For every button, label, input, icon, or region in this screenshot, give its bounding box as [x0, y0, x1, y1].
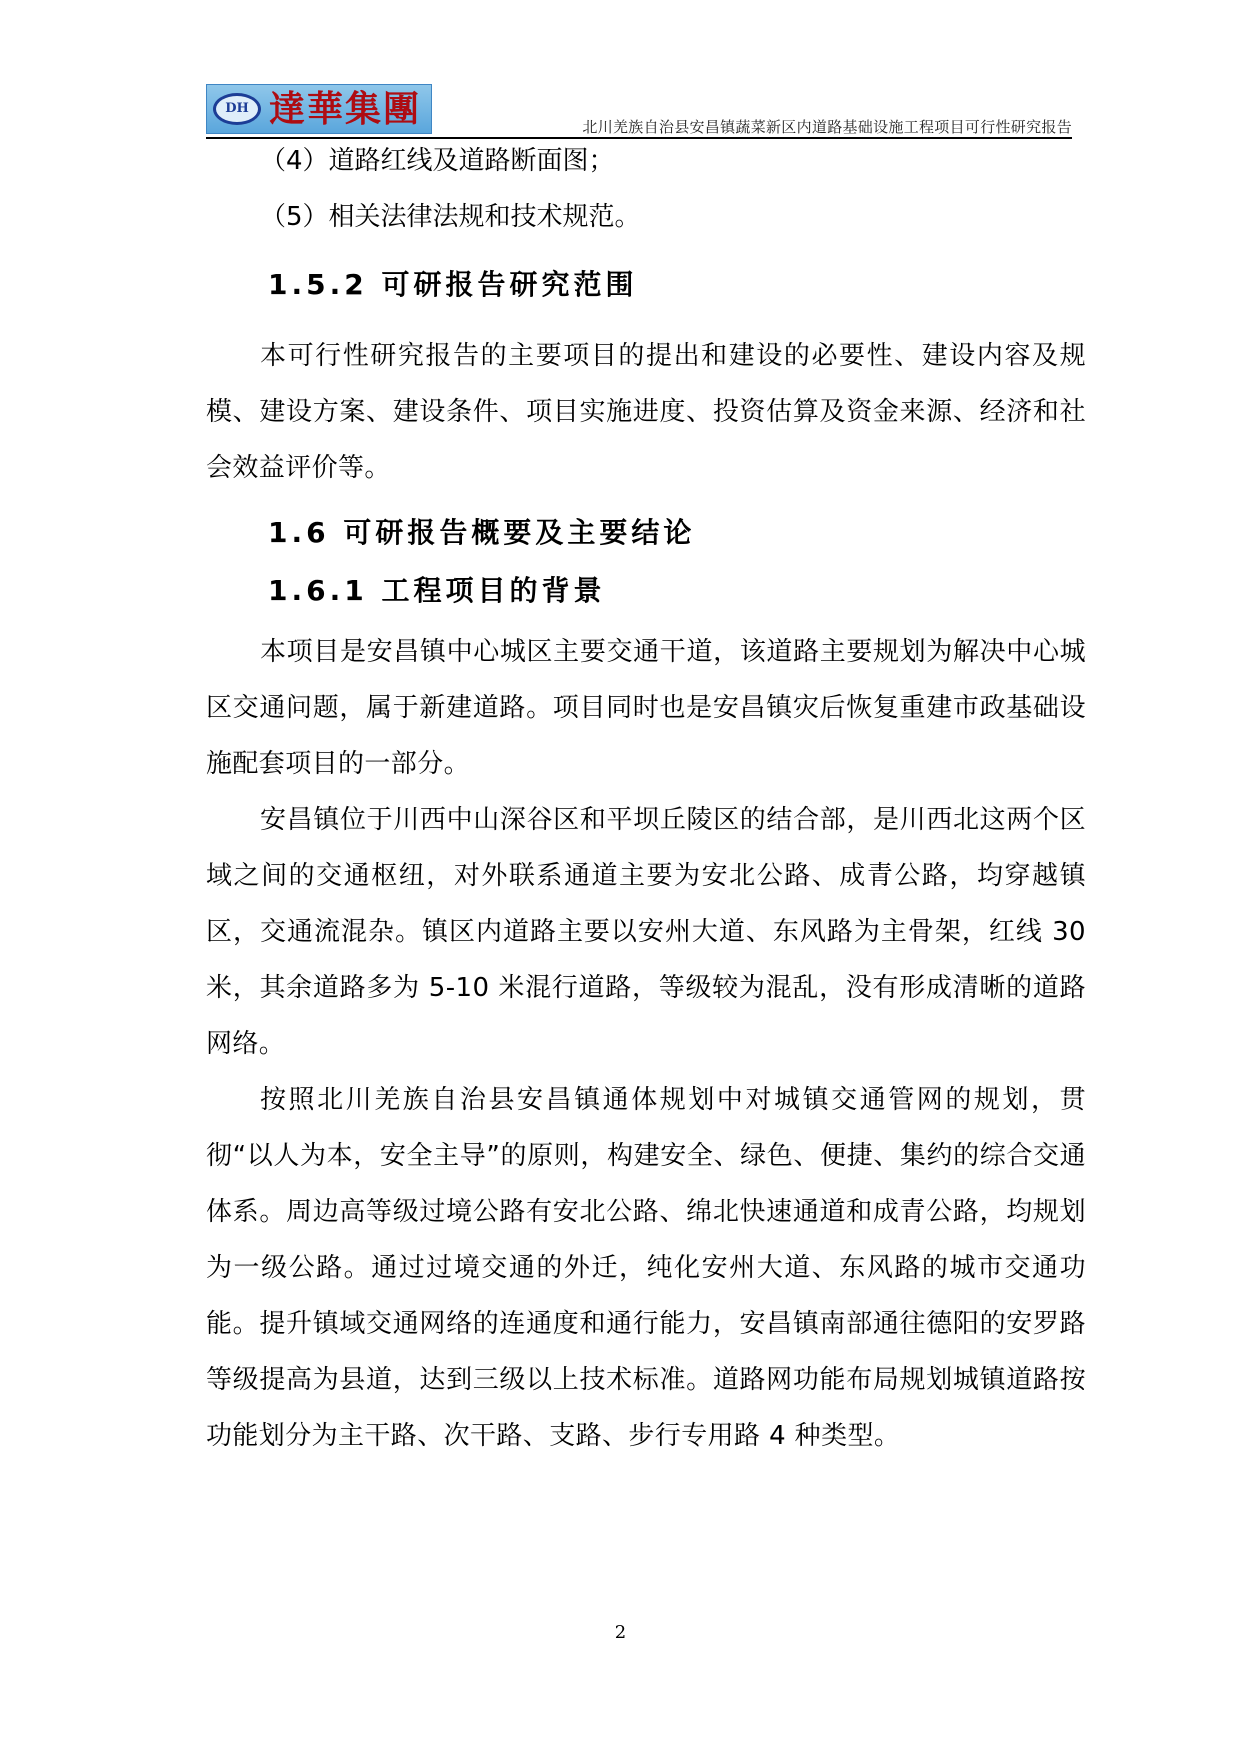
company-logo	[206, 84, 432, 134]
document-body	[206, 146, 1086, 1464]
paragraph-scope: 本可行性研究报告的主要项目的提出和建设的必要性、建设内容及规模、建设方案、建设条件、项目实施进度、投资估算及资金来源、经济和社会效益评价等。	[206, 341, 1086, 483]
paragraph-background-1: 本项目是安昌镇中心城区主要交通干道，该道路主要规划为解决中心城区交通问题，属于新建道路。项目同时也是安昌镇灾后恢复重建市政基础设施配套项目的一部分。	[206, 637, 1086, 779]
section-heading-1-5-2: 1.5.2 可研报告研究范围	[268, 268, 638, 301]
section-heading-1-6: 1.6 可研报告概要及主要结论	[268, 516, 696, 549]
header-divider	[206, 137, 1072, 139]
paragraph-background-2: 安昌镇位于川西中山深谷区和平坝丘陵区的结合部，是川西北这两个区域之间的交通枢纽，对外联系通道主要为安北公路、成青公路，均穿越镇区，交通流混杂。镇区内道路主要以安州大道、东风路为主骨架，红线 30 米，其余道路多为 5-10 米混行道路，等级较为混乱，没有形成清晰的道路网络。	[206, 805, 1086, 1059]
logo-wordmark: 達華集團	[269, 88, 422, 130]
page-number: 2	[614, 1622, 627, 1643]
paragraph-background-3: 按照北川羌族自治县安昌镇通体规划中对城镇交通管网的规划，贯彻“以人为本，安全主导”的原则，构建安全、绿色、便捷、集约的综合交通体系。周边高等级过境公路有安北公路、绵北快速通道和成青公路，均规划为一级公路。通过过境交通的外迁，纯化安州大道、东风路的城市交通功能。提升镇域交通网络的连通度和通行能力，安昌镇南部通往德阳的安罗路等级提高为县道，达到三级以上技术标准。道路网功能布局规划城镇道路按功能划分为主干路、次干路、支路、步行专用路 4 种类型。	[206, 1085, 1086, 1451]
header-report-title: 北川羌族自治县安昌镇蔬菜新区内道路基础设施工程项目可行性研究报告	[582, 118, 1072, 136]
page-header	[206, 84, 1072, 136]
list-item: （5）相关法律法规和技术规范。	[260, 202, 641, 232]
logo-emblem-icon: DH	[213, 93, 261, 125]
list-item: （4）道路红线及道路断面图；	[260, 146, 615, 176]
section-heading-1-6-1: 1.6.1 工程项目的背景	[268, 574, 606, 607]
